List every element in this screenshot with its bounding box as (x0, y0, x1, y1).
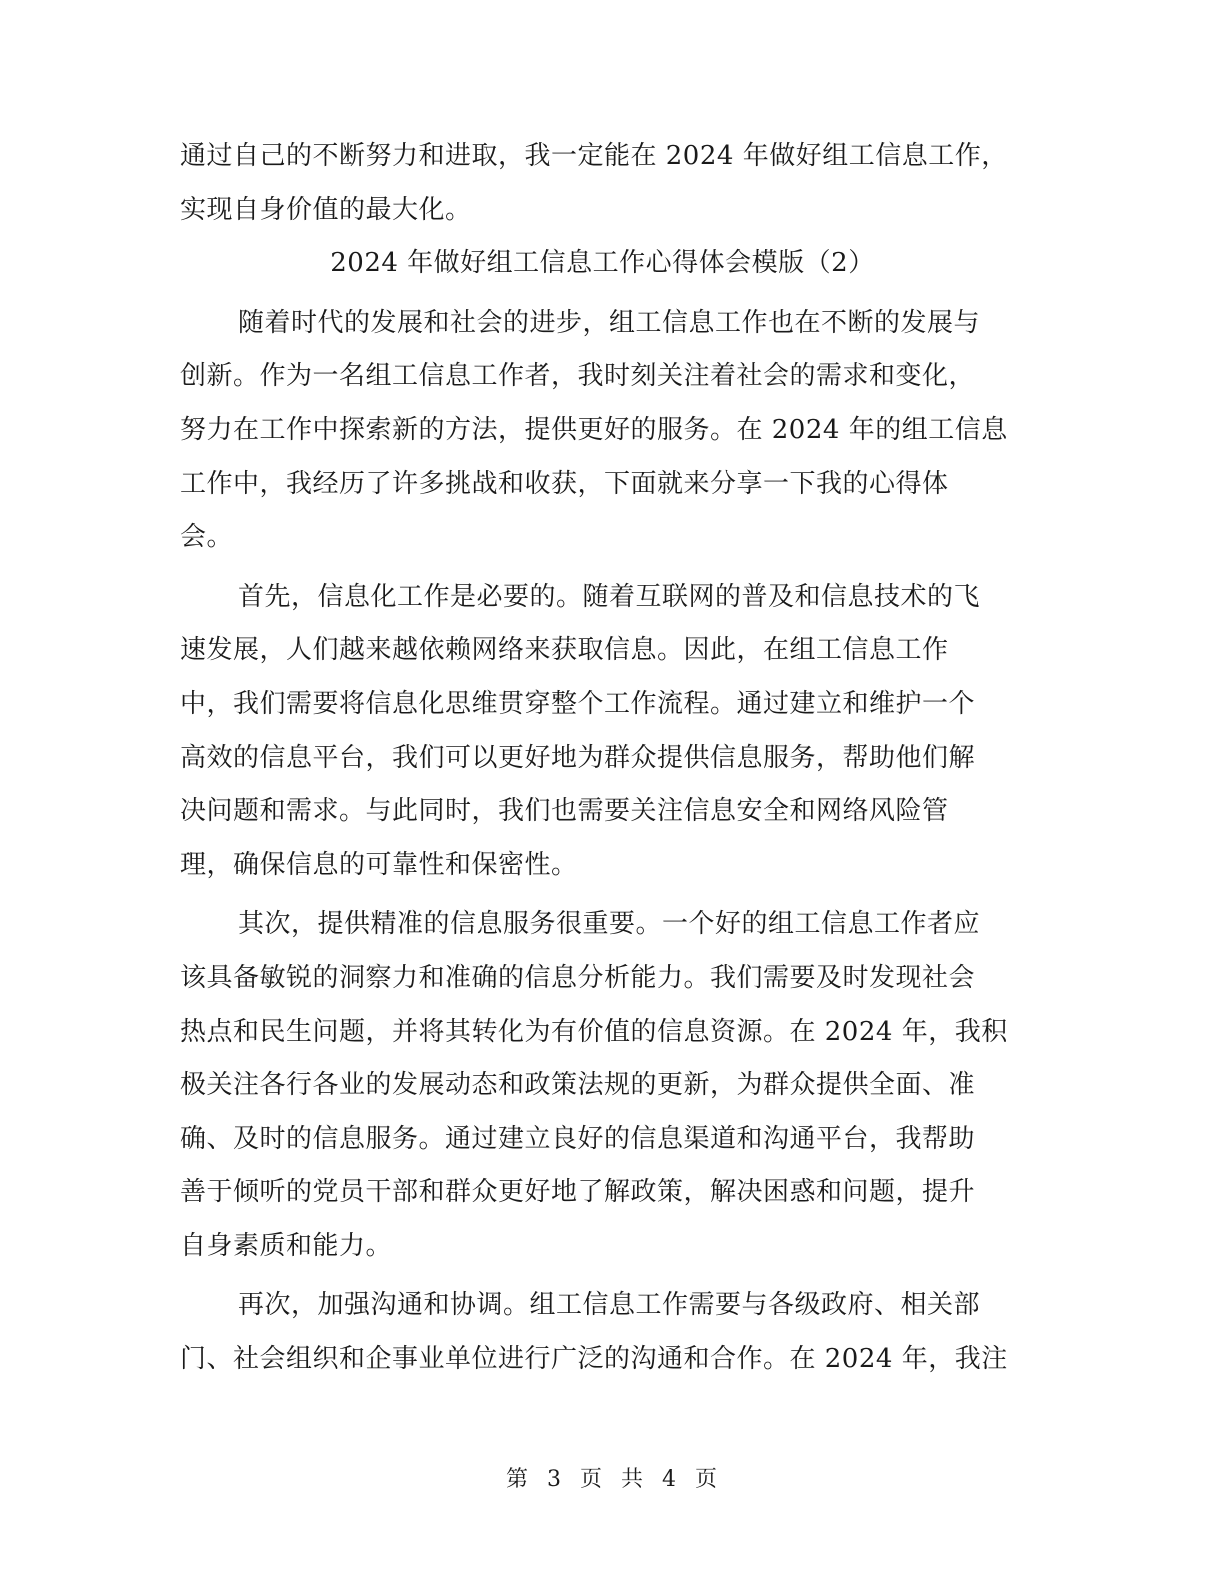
paragraph-line: 首先，信息化工作是必要的。随着互联网的普及和信息技术的飞 (238, 581, 981, 612)
paragraph-line: 热点和民生问题，并将其转化为有价值的信息资源。在 2024 年，我积 (180, 1016, 1008, 1047)
paragraph-line: 该具备敏锐的洞察力和准确的信息分析能力。我们需要及时发现社会 (180, 962, 976, 993)
paragraph-line: 随着时代的发展和社会的进步，组工信息工作也在不断的发展与 (238, 307, 981, 338)
intro-line: 通过自己的不断努力和进取，我一定能在 2024 年做好组工信息工作， (180, 141, 1008, 171)
paragraph-line: 极关注各行各业的发展动态和政策法规的更新，为群众提供全面、准 (180, 1070, 976, 1101)
paragraph-line: 理，确保信息的可靠性和保密性。 (180, 849, 578, 880)
paragraph-3 (180, 898, 1025, 1273)
paragraph-line: 创新。作为一名组工信息工作者，我时刻关注着社会的需求和变化， (180, 361, 976, 392)
paragraph-line: 决问题和需求。与此同时，我们也需要关注信息安全和网络风险管 (180, 796, 949, 827)
paragraph-line: 高效的信息平台，我们可以更好地为群众提供信息服务，帮助他们解 (180, 742, 976, 773)
paragraph-2 (180, 571, 1025, 893)
page-body (180, 130, 1025, 1387)
paragraph-4 (180, 1279, 1025, 1386)
paragraph-line: 工作中，我经历了许多挑战和收获，下面就来分享一下我的心得体 (180, 468, 949, 499)
intro-line: 实现自身价值的最大化。 (180, 194, 472, 225)
paragraph-line: 再次，加强沟通和协调。组工信息工作需要与各级政府、相关部 (238, 1290, 981, 1321)
paragraph-line: 会。 (180, 522, 234, 553)
section-title: 2024 年做好组工信息工作心得体会模版（2） (330, 248, 875, 279)
paragraph-line: 门、社会组织和企事业单位进行广泛的沟通和合作。在 2024 年，我注 (180, 1344, 1008, 1375)
page-number: 第 3 页 共 4 页 (506, 1467, 718, 1492)
paragraph-line: 速发展，人们越来越依赖网络来获取信息。因此，在组工信息工作 (180, 635, 949, 666)
paragraph-line: 努力在工作中探索新的方法，提供更好的服务。在 2024 年的组工信息 (180, 414, 1008, 445)
paragraph-line: 其次，提供精准的信息服务很重要。一个好的组工信息工作者应 (238, 909, 981, 940)
paragraph-line: 善于倾听的党员干部和群众更好地了解政策，解决困惑和问题，提升 (180, 1177, 976, 1208)
paragraph-line: 自身素质和能力。 (180, 1230, 393, 1261)
paragraph-line: 确、及时的信息服务。通过建立良好的信息渠道和沟通平台，我帮助 (180, 1123, 976, 1154)
paragraph-1 (180, 297, 1025, 565)
paragraph-line: 中，我们需要将信息化思维贯穿整个工作流程。通过建立和维护一个 (180, 688, 976, 719)
